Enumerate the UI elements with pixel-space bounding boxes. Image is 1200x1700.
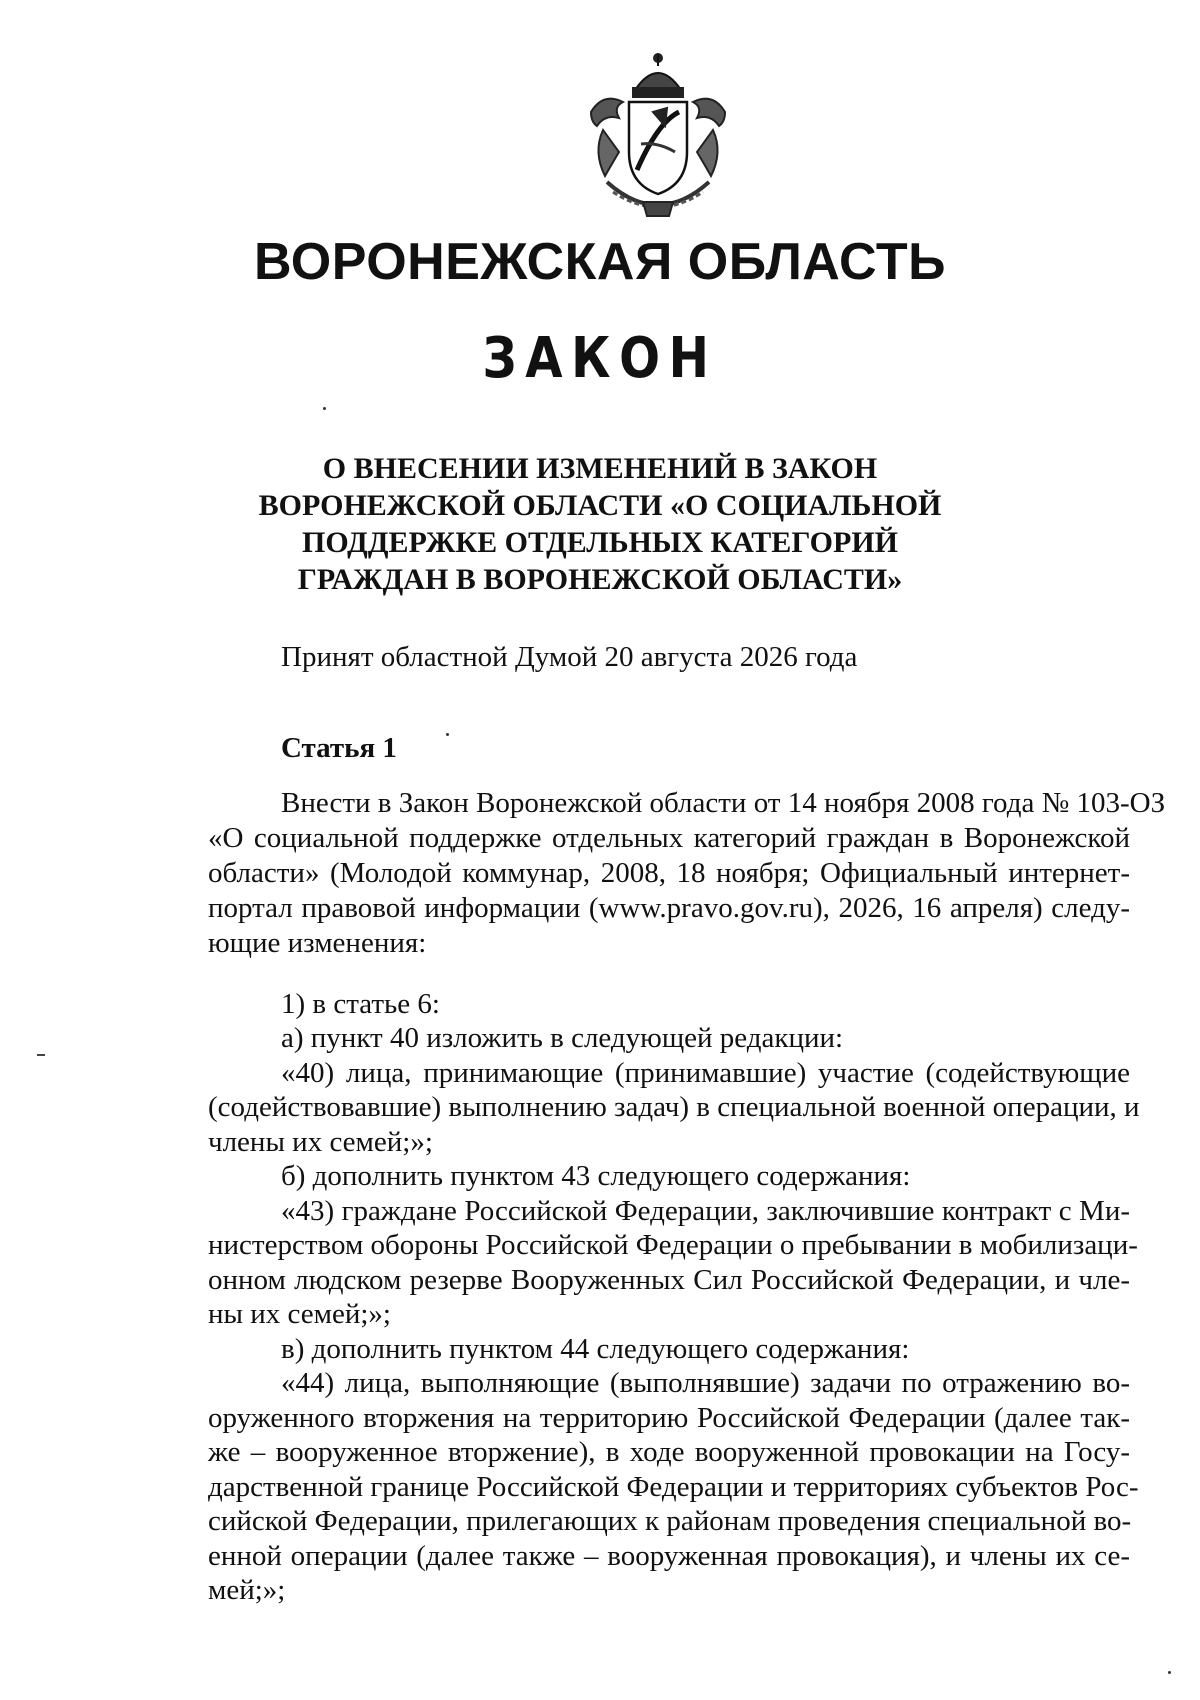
body-line: портал правовой информации (www.pravo.gov.ru), 2026, 16 апреля) следу- [208,892,1130,924]
law-title [0,450,1200,598]
law-title-line: ВОРОНЕЖСКОЙ ОБЛАСТИ «О СОЦИАЛЬНОЙ [258,489,942,522]
law-title-line: О ВНЕСЕНИИ ИЗМЕНЕНИЙ В ЗАКОН [322,452,878,485]
body-line: «43) граждане Российской Федерации, заключившие контракт с Ми- [281,1195,1130,1227]
body-line: мей;»; [208,1574,286,1606]
body-line: (содействовавшие) выполнению задач) в специальной военной операции, и [208,1091,1140,1123]
body-line: в) дополнить пунктом 44 следующего содержания: [281,1333,910,1365]
law-title-line: ПОДДЕРЖКЕ ОТДЕЛЬНЫХ КАТЕГОРИЙ [302,526,898,559]
body-line: енной операции (далее также – вооруженная провокация), и члены их се- [208,1540,1130,1572]
body-line: «44) лица, выполняющие (выполнявшие) задачи по отражению во- [281,1367,1130,1399]
body-line: 1) в статье 6: [281,988,440,1020]
body-line: дарственной границе Российской Федерации и территориях субъектов Рос- [208,1471,1139,1503]
coat-of-arms-emblem [583,52,733,220]
body-line: «О социальной поддержке отдельных категорий граждан в Воронежской [208,822,1130,854]
body-line: а) пункт 40 изложить в следующей редакции: [281,1022,844,1054]
body-line: области» (Молодой коммунар, 2008, 18 ноября; Официальный интернет- [208,857,1130,889]
body-line: сийской Федерации, прилегающих к районам проведения специальной во- [208,1505,1132,1537]
body-line: Внести в Закон Воронежской области от 14 ноября 2008 года № 103-ОЗ [281,787,1166,819]
body-line: онном людском резерве Вооруженных Сил Российской Федерации, и чле- [208,1264,1130,1296]
scan-speck [1168,1671,1171,1674]
body-line: члены их семей;»; [208,1126,433,1158]
article-heading: Статья 1 [281,732,397,764]
document-kind-title: ЗАКОН [482,326,718,391]
body-line: же – вооруженное вторжение), в ходе вооруженной провокации на Госу- [208,1436,1130,1468]
margin-mark [37,1054,45,1056]
scan-speck [446,733,449,736]
body-line: б) дополнить пунктом 43 следующего содержания: [281,1160,911,1192]
law-title-line: ГРАЖДАН В ВОРОНЕЖСКОЙ ОБЛАСТИ» [297,563,903,596]
adoption-date: Принят областной Думой 20 августа 2026 года [281,641,858,673]
body-line: оруженного вторжения на территорию Российской Федерации (далее так- [208,1402,1130,1434]
body-line: «40) лица, принимающие (принимавшие) участие (содействующие [281,1057,1130,1089]
body-line: ны их семей;»; [208,1298,391,1330]
scan-speck [323,407,326,410]
region-title: ВОРОНЕЖСКАЯ ОБЛАСТЬ [254,233,946,291]
body-line: нистерством обороны Российской Федерации о пребывании в мобилизаци- [208,1229,1138,1261]
body-line: ющие изменения: [208,927,427,959]
